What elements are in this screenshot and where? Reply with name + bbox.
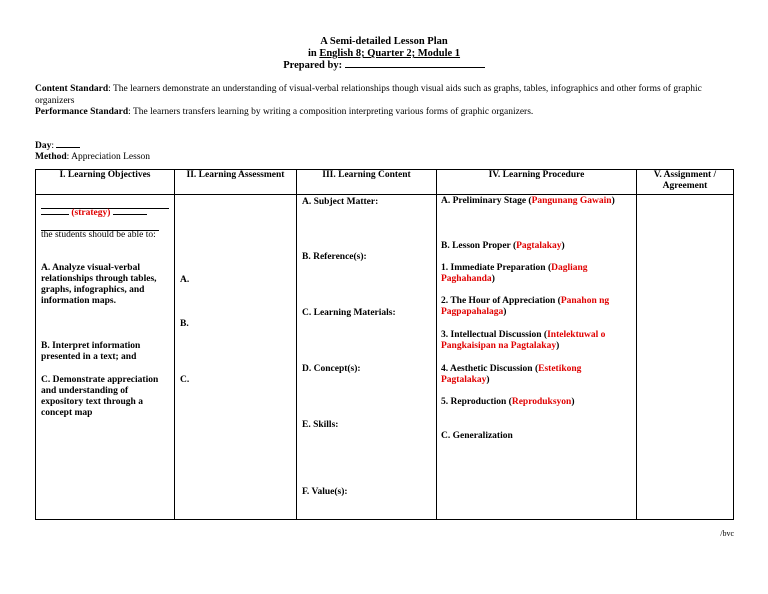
procedure-cell	[437, 195, 637, 520]
method-line	[35, 152, 150, 162]
procedure-generalization: C. Generalization	[441, 431, 513, 441]
performance-standard	[35, 107, 735, 119]
strategy-line	[41, 208, 171, 219]
header-assessment: II. Learning Assessment	[175, 170, 297, 195]
content-subject-matter: A. Subject Matter:	[302, 197, 379, 207]
procedure-immediate-preparation: 1. Immediate Preparation (Dagliang Paghahanda)	[441, 263, 588, 284]
table-header-row	[36, 170, 734, 195]
content-standard	[35, 84, 735, 107]
objectives-lead: the students should be able to:	[41, 230, 156, 240]
footer-mark: /bvc	[720, 529, 734, 538]
day-blank[interactable]	[56, 147, 80, 148]
content-standard-text: : The learners demonstrate an understanding of visual-verbal relationships though visual aids such as graphs, tables, infographics and other forms of graphic organizers	[35, 84, 702, 106]
subtitle-prefix: in	[307, 48, 320, 59]
strategy-label: (strategy)	[71, 208, 111, 218]
content-standard-label: Content Standard	[35, 84, 109, 94]
objective-c: C. Demonstrate appreciation and understanding of expository text through a concept map	[41, 375, 159, 418]
strategy-blank-right[interactable]	[113, 214, 147, 215]
prepared-by-label: Prepared by:	[283, 60, 343, 71]
procedure-intellectual-discussion: 3. Intellectual Discussion (Intelektuwal o Pangkaisipan na Pagtalakay)	[441, 330, 606, 351]
day-line: Day:	[35, 141, 80, 151]
header-objectives: I. Learning Objectives	[36, 170, 175, 195]
table-body-row	[36, 195, 734, 520]
prepared-by-blank[interactable]	[345, 67, 485, 68]
procedure-reproduction: 5. Reproduction (Reproduksyon)	[441, 397, 575, 407]
objective-b: B. Interpret information presented in a text; and	[41, 341, 141, 362]
content-references: B. Reference(s):	[302, 252, 367, 262]
assessment-cell	[175, 195, 297, 520]
subtitle-course: English 8; Quarter 2; Module 1	[319, 48, 461, 59]
procedure-aesthetic-discussion: 4. Aesthetic Discussion (Estetikong Pagtalakay)	[441, 364, 582, 385]
method-label: Method	[35, 152, 67, 162]
document-title: A Semi-detailed Lesson Plan	[320, 36, 448, 47]
content-values: F. Value(s):	[302, 487, 348, 497]
prepared-by-line	[0, 60, 768, 72]
assessment-b: B.	[180, 319, 189, 329]
objective-a: A. Analyze visual-verbal relationships through tables, graphs, infographics, and information maps.	[41, 263, 157, 306]
objectives-cell	[36, 195, 175, 520]
header-assignment: V. Assignment / Agreement	[637, 170, 734, 195]
content-materials: C. Learning Materials:	[302, 308, 396, 318]
lesson-plan-table	[35, 169, 734, 520]
performance-standard-text: : The learners transfers learning by writing a composition interpreting various forms of graphic organizers.	[128, 107, 534, 117]
assignment-cell	[637, 195, 734, 520]
procedure-lesson-proper: B. Lesson Proper (Pagtalakay)	[441, 241, 565, 251]
day-label: Day	[35, 141, 52, 151]
content-concepts: D. Concept(s):	[302, 364, 361, 374]
method-value: : Appreciation Lesson	[66, 152, 151, 162]
document-subtitle	[0, 48, 768, 60]
performance-standard-label: Performance Standard	[35, 107, 129, 117]
content-cell	[297, 195, 437, 520]
content-skills: E. Skills:	[302, 420, 339, 430]
procedure-preliminary: A. Preliminary Stage (Pangunang Gawain)	[441, 196, 615, 206]
header-content: III. Learning Content	[297, 170, 437, 195]
header-procedure: IV. Learning Procedure	[437, 170, 637, 195]
assessment-a: A.	[180, 275, 190, 285]
assessment-c: C.	[180, 375, 190, 385]
strategy-blank-left[interactable]	[41, 214, 69, 215]
procedure-hour-of-appreciation: 2. The Hour of Appreciation (Panahon ng Pagpapahalaga)	[441, 296, 610, 317]
